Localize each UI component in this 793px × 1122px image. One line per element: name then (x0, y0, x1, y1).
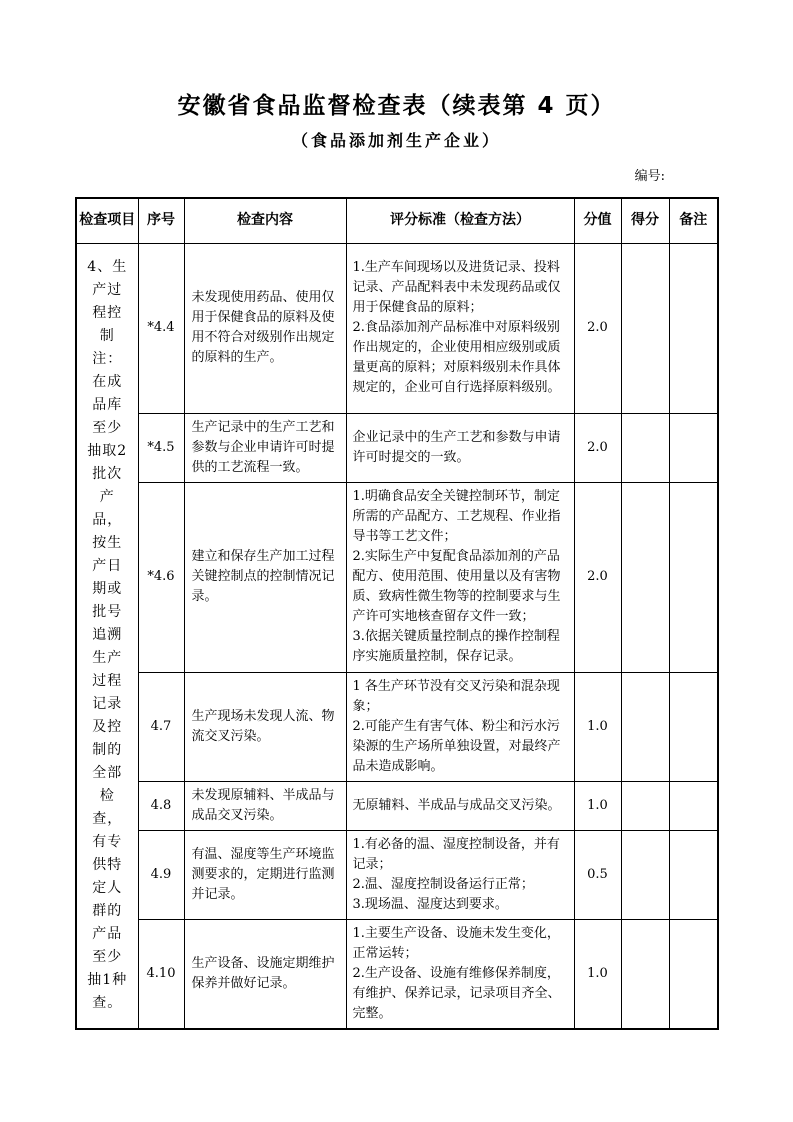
standard-cell (346, 672, 574, 781)
standard-clause: 3.现场温、湿度达到要求。 (352, 896, 508, 912)
score-cell: 2.0 (574, 413, 621, 482)
page-subtitle: （食品添加剂生产企业） (291, 131, 501, 150)
table-header (76, 198, 718, 243)
standard-cell (346, 482, 574, 672)
remark-cell (669, 919, 718, 1029)
standard-clause: 1.有必备的温、湿度控制设备，并有记录； (352, 836, 560, 872)
standard-clause: 2.可能产生有害气体、粉尘和污水污染源的生产场所单独设置，对最终产品未造成影响。 (352, 718, 561, 774)
row-no-cell: 4.9 (138, 830, 184, 919)
standard-cell (346, 413, 574, 482)
standard-clause: 无原辅料、半成品与成品交叉污染。 (352, 797, 561, 813)
table-row (76, 781, 718, 830)
col-header-no: 序号 (138, 198, 184, 243)
standard-cell (346, 830, 574, 919)
table-row (76, 672, 718, 781)
row-no-cell: *4.4 (138, 243, 184, 413)
row-no-cell: 4.8 (138, 781, 184, 830)
earned-score-cell (621, 482, 669, 672)
standard-clause: 企业记录中的生产工艺和参数与申请许可时提交的一致。 (352, 429, 561, 465)
header-row (76, 198, 718, 243)
score-cell: 2.0 (574, 243, 621, 413)
standard-clause: 2.生产设备、设施有维修保养制度，有维护、保养记录，记录项目齐全、完整。 (352, 965, 561, 1021)
score-cell: 1.0 (574, 919, 621, 1029)
standard-clause: 2.食品添加剂产品标准中对原料级别作出规定的，企业使用相应级别或质量更高的原料；对原料级别未作具体规定的，企业可自行选择原料级别。 (352, 320, 561, 395)
table-row (76, 482, 718, 672)
standard-clause: 3.依据关键质量控制点的操作控制程序实施质量控制，保存记录。 (352, 629, 560, 664)
row-no-cell: *4.5 (138, 413, 184, 482)
row-no-cell: *4.6 (138, 482, 184, 672)
earned-score-cell (621, 830, 669, 919)
score-cell: 0.5 (574, 830, 621, 919)
row-no-cell: 4.10 (138, 919, 184, 1029)
remark-cell (669, 482, 718, 672)
category-text: 注：在成品库至少抽取2批次产品，按生产日期或批号追溯生产过程记录及控制的全部检查，有专供特定人群的产品至少抽1种查。 (87, 351, 128, 1011)
standard-clause: 1.明确食品安全关键控制环节，制定所需的产品配方、工艺规程、作业指导书等工艺文件； (352, 489, 561, 544)
table-row (76, 919, 718, 1029)
score-cell: 2.0 (574, 482, 621, 672)
earned-score-cell (621, 243, 669, 413)
remark-cell (669, 830, 718, 919)
table-body (76, 243, 718, 1029)
remark-cell (669, 243, 718, 413)
code-label: 编号: (634, 169, 665, 184)
content-cell: 有温、湿度等生产环境监测要求的，定期进行监测并记录。 (184, 830, 346, 919)
row-no-cell: 4.7 (138, 672, 184, 781)
score-cell: 1.0 (574, 672, 621, 781)
standard-cell (346, 919, 574, 1029)
earned-score-cell (621, 672, 669, 781)
standard-cell (346, 243, 574, 413)
content-cell: 生产现场未发现人流、物流交叉污染。 (184, 672, 346, 781)
earned-score-cell (621, 919, 669, 1029)
content-cell: 建立和保存生产加工过程关键控制点的控制情况记录。 (184, 482, 346, 672)
content-cell: 未发现原辅料、半成品与成品交叉污染。 (184, 781, 346, 830)
content-cell: 生产记录中的生产工艺和参数与企业申请许可时提供的工艺流程一致。 (184, 413, 346, 482)
table-row (76, 243, 718, 413)
category-cell (76, 243, 138, 1029)
col-header-earned: 得分 (621, 198, 669, 243)
standard-cell (346, 781, 574, 830)
content-cell: 未发现使用药品、使用仅用于保健食品的原料及使用不符合对级别作出规定的原料的生产。 (184, 243, 346, 413)
standard-clause: 1 各生产环节没有交叉污染和混杂现象； (352, 678, 560, 714)
remark-cell (669, 781, 718, 830)
standard-clause: 1.主要生产设备、设施未发生变化，正常运转； (352, 925, 560, 961)
table-row (76, 830, 718, 919)
inspection-table (75, 197, 719, 1030)
standard-clause: 2.温、湿度控制设备运行正常； (352, 876, 534, 892)
page-title: 安徽省食品监督检查表（续表第 4 页） (177, 93, 616, 119)
content-cell: 生产设备、设施定期维护保养并做好记录。 (184, 919, 346, 1029)
earned-score-cell (621, 781, 669, 830)
col-header-standard: 评分标准（检查方法） (346, 198, 574, 243)
col-header-remark: 备注 (669, 198, 718, 243)
table-row (76, 413, 718, 482)
col-header-item: 检查项目 (76, 198, 138, 243)
standard-clause: 1.生产车间现场以及进货记录、投料记录、产品配料表中未发现药品或仅用于保健食品的原料； (352, 260, 561, 315)
category-text: 4、生产过程控制 (87, 259, 128, 344)
earned-score-cell (621, 413, 669, 482)
standard-clause: 2.实际生产中复配食品添加剂的产品配方、使用范围、使用量以及有害物质、致病性微生物等的控制要求与生产许可实地核查留存文件一致； (352, 549, 561, 624)
score-cell: 1.0 (574, 781, 621, 830)
col-header-content: 检查内容 (184, 198, 346, 243)
remark-cell (669, 672, 718, 781)
col-header-score: 分值 (574, 198, 621, 243)
remark-cell (669, 413, 718, 482)
